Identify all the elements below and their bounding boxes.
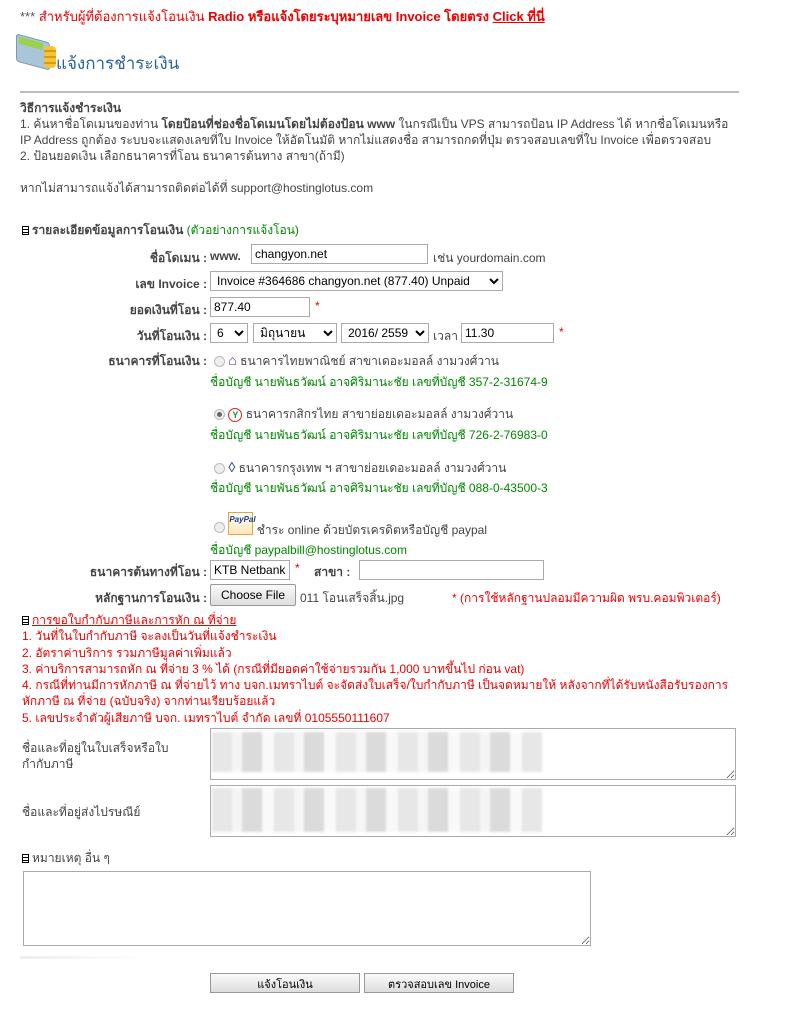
mail-address-label: ชื่อและที่อยู่ส่งไปรษณีย์ <box>22 805 141 819</box>
bank-account: ชื่อบัญชี paypalbill@hostinglotus.com <box>210 543 407 557</box>
required-mark: * <box>559 325 564 339</box>
instructions-heading: วิธีการแจ้งชำระเงิน <box>20 101 122 115</box>
shadow-divider <box>20 956 150 959</box>
document-icon <box>22 854 29 863</box>
domain-label: ชื่อโดเมน : <box>149 251 207 265</box>
example-link[interactable]: (ตัวอย่างการแจ้งโอน) <box>186 223 299 237</box>
domain-hint: เช่น yourdomain.com <box>433 251 546 265</box>
notes-textarea[interactable] <box>23 871 591 946</box>
document-icon <box>22 226 29 235</box>
notice-stars: *** <box>20 9 36 24</box>
date-label: วันที่โอนเงิน : <box>136 329 207 343</box>
branch-input[interactable] <box>359 560 544 580</box>
step1-bold: โดยป้อนที่ช่องชื่อโดเมนโดยไม่ต้องป้อน www <box>161 117 396 131</box>
notes-header <box>22 849 110 868</box>
calculator-icon <box>14 36 54 68</box>
www-prefix: www. <box>210 249 241 263</box>
step2-text: 2. ป้อนยอดเงิน เลือกธนาคารที่โอน ธนาคารต้นทาง สาขา(ถ้ามี) <box>20 149 345 163</box>
bank-option-paypal[interactable] <box>214 512 487 535</box>
bank-name: ธนาคารกสิกรไทย สาขาย่อยเดอะมอลล์ งามวงศ์วาน <box>245 407 514 421</box>
tax-section <box>22 612 742 726</box>
source-bank-input[interactable] <box>210 560 290 580</box>
notes-title: หมายเหตุ อื่น ๆ <box>32 851 110 865</box>
bbl-logo-icon: ◊ <box>228 459 236 475</box>
contact-text: หากไม่สามารถแจ้งได้สามารถติดต่อได้ที่ support@hostinglotus.com <box>20 181 374 195</box>
domain-input[interactable] <box>251 244 428 264</box>
click-here-link[interactable]: Click ที่นี่ <box>492 9 545 24</box>
redacted-content <box>212 788 542 832</box>
step1-text-cont: ในกรณีเป็น VPS สามารถป้อน IP Address ได้ หากชื่อโดเมนหรือ IP Address ถูกต้อง ระบบจะแสดงเลขที่ใบ Invoice ให้อัตโนมัติ หากไม่แสดงชื่อ สามารถกดที่ปุ่ม ตรวจสอบเลขที่ใบ Invoice เพื่อตรวจสอบ <box>20 117 729 147</box>
tax-item: 2. อัตราค่าบริการ รวมภาษีมูลค่าเพิ่มแล้ว <box>22 645 232 660</box>
notice-text-bold: Radio หรือแจ้งโดยระบุหมายเลข Invoice โดยตรง <box>208 9 489 24</box>
section-title: รายละเอียดข้อมูลการโอนเงิน <box>32 223 184 237</box>
tax-title[interactable]: การขอใบกำกับภาษีและการหัก ณ ที่จ่าย <box>32 613 237 627</box>
invoice-address-label: ชื่อและที่อยู่ในใบเสร็จหรือใบกำกับภาษี <box>22 741 169 771</box>
amount-label: ยอดเงินที่โอน : <box>129 303 207 317</box>
bank-name: ธนาคารกรุงเทพ ฯ สาขาย่อยเดอะมอลล์ งามวงศ์วาน <box>238 461 507 475</box>
check-invoice-button[interactable]: ตรวจสอบเลข Invoice <box>364 973 514 993</box>
instructions <box>20 100 730 196</box>
document-icon <box>22 616 29 625</box>
required-mark: * <box>295 561 300 575</box>
bank-label: ธนาคารที่โอนเงิน : <box>108 354 207 368</box>
radio-kbank[interactable] <box>214 409 225 420</box>
submit-transfer-button[interactable]: แจ้งโอนเงิน <box>210 973 360 993</box>
radio-paypal[interactable] <box>214 522 225 533</box>
invoice-label: เลข Invoice : <box>135 277 207 291</box>
step1-text: 1. ค้นหาชื่อโดเมนของท่าน <box>20 117 162 131</box>
radio-scb[interactable] <box>214 356 225 367</box>
required-mark: * <box>315 299 320 313</box>
tax-item: 3. ค่าบริการสามารถหัก ณ ที่จ่าย 3 % ได้ (กรณีที่มียอดค่าใช้จ่ายรวมกัน 1,000 บาทขึ้นไป ก่อน vat) <box>22 661 525 676</box>
proof-label: หลักฐานการโอนเงิน : <box>95 591 207 605</box>
bank-account: ชื่อบัญชี นายพันธวัฒน์ อาจศิริมานะชัย เลขที่บัญชี 726-2-76983-0 <box>210 428 548 442</box>
bank-option-bbl[interactable] <box>214 459 506 478</box>
notice-text: สำหรับผู้ที่ต้องการแจ้งโอนเงิน <box>38 9 205 24</box>
scb-logo-icon: ⌂ <box>228 352 237 368</box>
top-notice <box>20 6 545 27</box>
page-title: แจ้งการชำระเงิน <box>56 54 180 73</box>
bank-account: ชื่อบัญชี นายพันธวัฒน์ อาจศิริมานะชัย เลขที่บัญชี 088-0-43500-3 <box>210 481 548 495</box>
amount-input[interactable] <box>210 297 310 317</box>
branch-label: สาขา : <box>314 565 351 579</box>
tax-item: 1. วันที่ในใบกำกับภาษี จะลงเป็นวันที่แจ้งชำระเงิน <box>22 629 277 644</box>
source-bank-label: ธนาคารต้นทางที่โอน : <box>89 565 207 579</box>
paypal-logo-icon: PayPal <box>228 512 253 535</box>
redacted-content <box>212 732 542 772</box>
day-select[interactable] <box>210 323 248 343</box>
choose-file-button[interactable]: Choose File <box>210 584 296 606</box>
divider <box>20 91 739 93</box>
time-label: เวลา <box>433 329 458 343</box>
bank-name: ธนาคารไทยพาณิชย์ สาขาเดอะมอลล์ งามวงศ์วาน <box>240 354 500 368</box>
proof-warning <box>452 589 721 608</box>
bank-option-scb[interactable] <box>214 352 499 371</box>
tax-item: 4. กรณีที่ท่านมีการหักภาษี ณ ที่จ่ายไว้ ทาง บจก.เมทราไบต์ จะจัดส่งใบเสร็จ/ใบกำกับภาษี เป็นจดหมายให้ หลังจากที่ได้รับหนังสือรับรองการหักภาษี ณ ที่จ่าย (ฉบับจริง) จากท่านเรียบร้อยแล้ว <box>22 678 729 709</box>
tax-item: 5. เลขประจำตัวผู้เสียภาษี บจก. เมทราไบต์ จำกัด เลขที่ 0105550111607 <box>22 710 390 725</box>
file-name: 011 โอนเสร็จสิ้น.jpg <box>300 591 405 605</box>
radio-bbl[interactable] <box>214 463 225 474</box>
bank-name: ชำระ online ด้วยบัตรเครดิตหรือบัญชี paypal <box>256 522 487 537</box>
month-select[interactable] <box>253 323 337 343</box>
required-mark: * <box>452 591 457 605</box>
invoice-select[interactable] <box>210 271 503 291</box>
proof-warning-text: (การใช้หลักฐานปลอมมีความผิด พรบ.คอมพิวเตอร์) <box>460 591 721 605</box>
bank-account: ชื่อบัญชี นายพันธวัฒน์ อาจศิริมานะชัย เลขที่บัญชี 357-2-31674-9 <box>210 375 548 389</box>
kbank-logo-icon: Y <box>228 408 242 422</box>
bank-option-kbank[interactable] <box>214 405 513 424</box>
section-header <box>22 221 299 240</box>
time-input[interactable] <box>461 323 554 343</box>
year-select[interactable] <box>341 323 429 343</box>
